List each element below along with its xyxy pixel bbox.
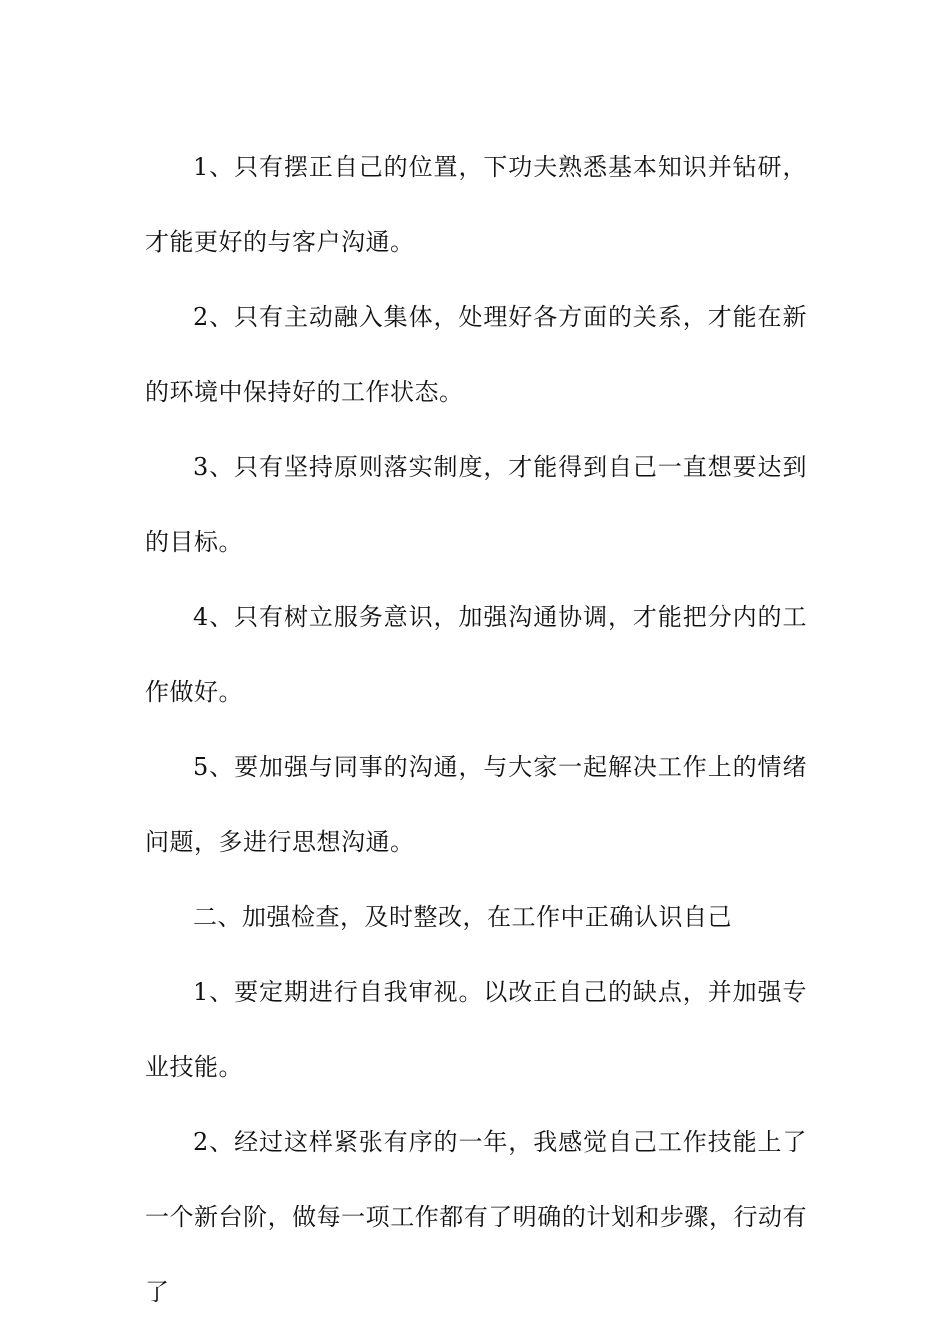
section-heading-two: 二、加强检查，及时整改，在工作中正确认识自己: [193, 903, 732, 931]
paragraph-point-1-position: 1、只有摆正自己的位置，下功夫熟悉基本知识并钻研，才能更好的与客户沟通。: [145, 153, 807, 256]
paragraph-section-two-point-2: 2、经过这样紧张有序的一年，我感觉自己工作技能上了一个新台阶，做每一项工作都有了明确的计划和步骤，行动有了: [145, 1128, 807, 1306]
paragraph-point-3-principles: 3、只有坚持原则落实制度，才能得到自己一直想要达到的目标。: [145, 453, 807, 556]
paragraph-point-2-integration: 2、只有主动融入集体，处理好各方面的关系，才能在新的环境中保持好的工作状态。: [145, 303, 807, 406]
paragraph-point-5-communication: 5、要加强与同事的沟通，与大家一起解决工作上的情绪问题，多进行思想沟通。: [145, 753, 807, 856]
paragraph-point-4-service: 4、只有树立服务意识，加强沟通协调，才能把分内的工作做好。: [145, 603, 807, 706]
document-body: [145, 130, 807, 1330]
paragraph-section-two-point-1: 1、要定期进行自我审视。以改正自己的缺点，并加强专业技能。: [145, 978, 807, 1081]
